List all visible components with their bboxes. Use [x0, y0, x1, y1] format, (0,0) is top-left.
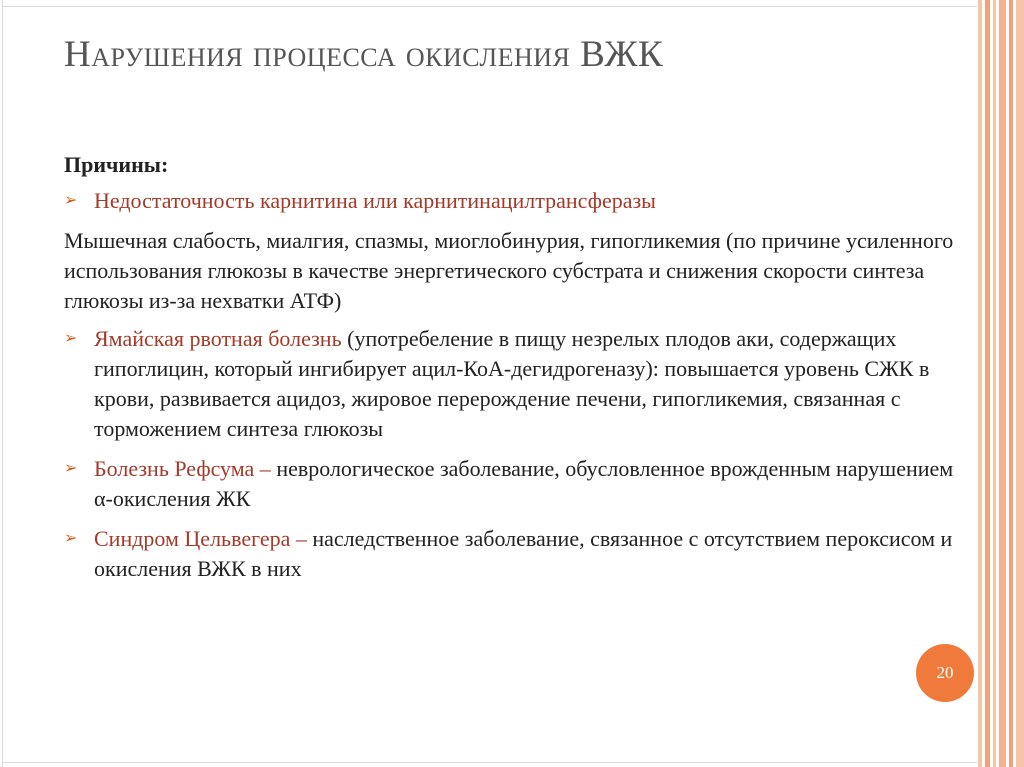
item-text: неврологическое заболевание, обусловленное врожденным нарушением α-окисления ЖК	[94, 456, 954, 511]
arrow-bullet-icon: ➢	[64, 330, 78, 347]
page-number-badge: 20	[916, 644, 974, 702]
list-item	[64, 524, 964, 584]
frame-top-line	[2, 6, 977, 7]
frame-bottom-line	[2, 762, 977, 763]
item-term: Синдром Цельвегера –	[94, 526, 307, 551]
symptoms-paragraph: Мышечная слабость, миалгия, спазмы, миоглобинурия, гипогликемия (по причине усиленного использования глюкозы в качестве энергетического субстрата и снижения скорости синтеза глюкозы из-за нехватки АТФ)	[64, 228, 954, 313]
item-term: Недостаточность карнитина или карнитинацилтрансферазы	[94, 188, 656, 213]
arrow-bullet-icon: ➢	[64, 530, 78, 547]
list-item	[64, 324, 964, 444]
causes-heading: Причины:	[64, 152, 169, 177]
slide-title: Нарушения процесса окисления ВЖК	[64, 34, 664, 75]
item-term: Ямайская рвотная болезнь	[94, 326, 342, 351]
arrow-bullet-icon: ➢	[64, 192, 78, 209]
list-item	[64, 186, 964, 216]
item-term: Болезнь Рефсума –	[94, 456, 271, 481]
item-text: наследственное заболевание, связанное с отсутствием пероксисом и окисления ВЖК в них	[94, 526, 953, 581]
arrow-bullet-icon: ➢	[64, 460, 78, 477]
slide-content	[64, 150, 964, 594]
frame-left-line	[2, 0, 3, 767]
list-item	[64, 454, 964, 514]
item-text: (употребеление в пищу незрелых плодов аки, содержащих гипоглицин, который ингибирует ацил-КоА-дегидрогеназу): повышается уровень СЖК в крови, развивается ацидоз, жировое перерождение печени, гипогликемия, связанная с торможением синтеза глюкозы	[94, 326, 930, 441]
decorative-stripes	[978, 0, 1024, 767]
